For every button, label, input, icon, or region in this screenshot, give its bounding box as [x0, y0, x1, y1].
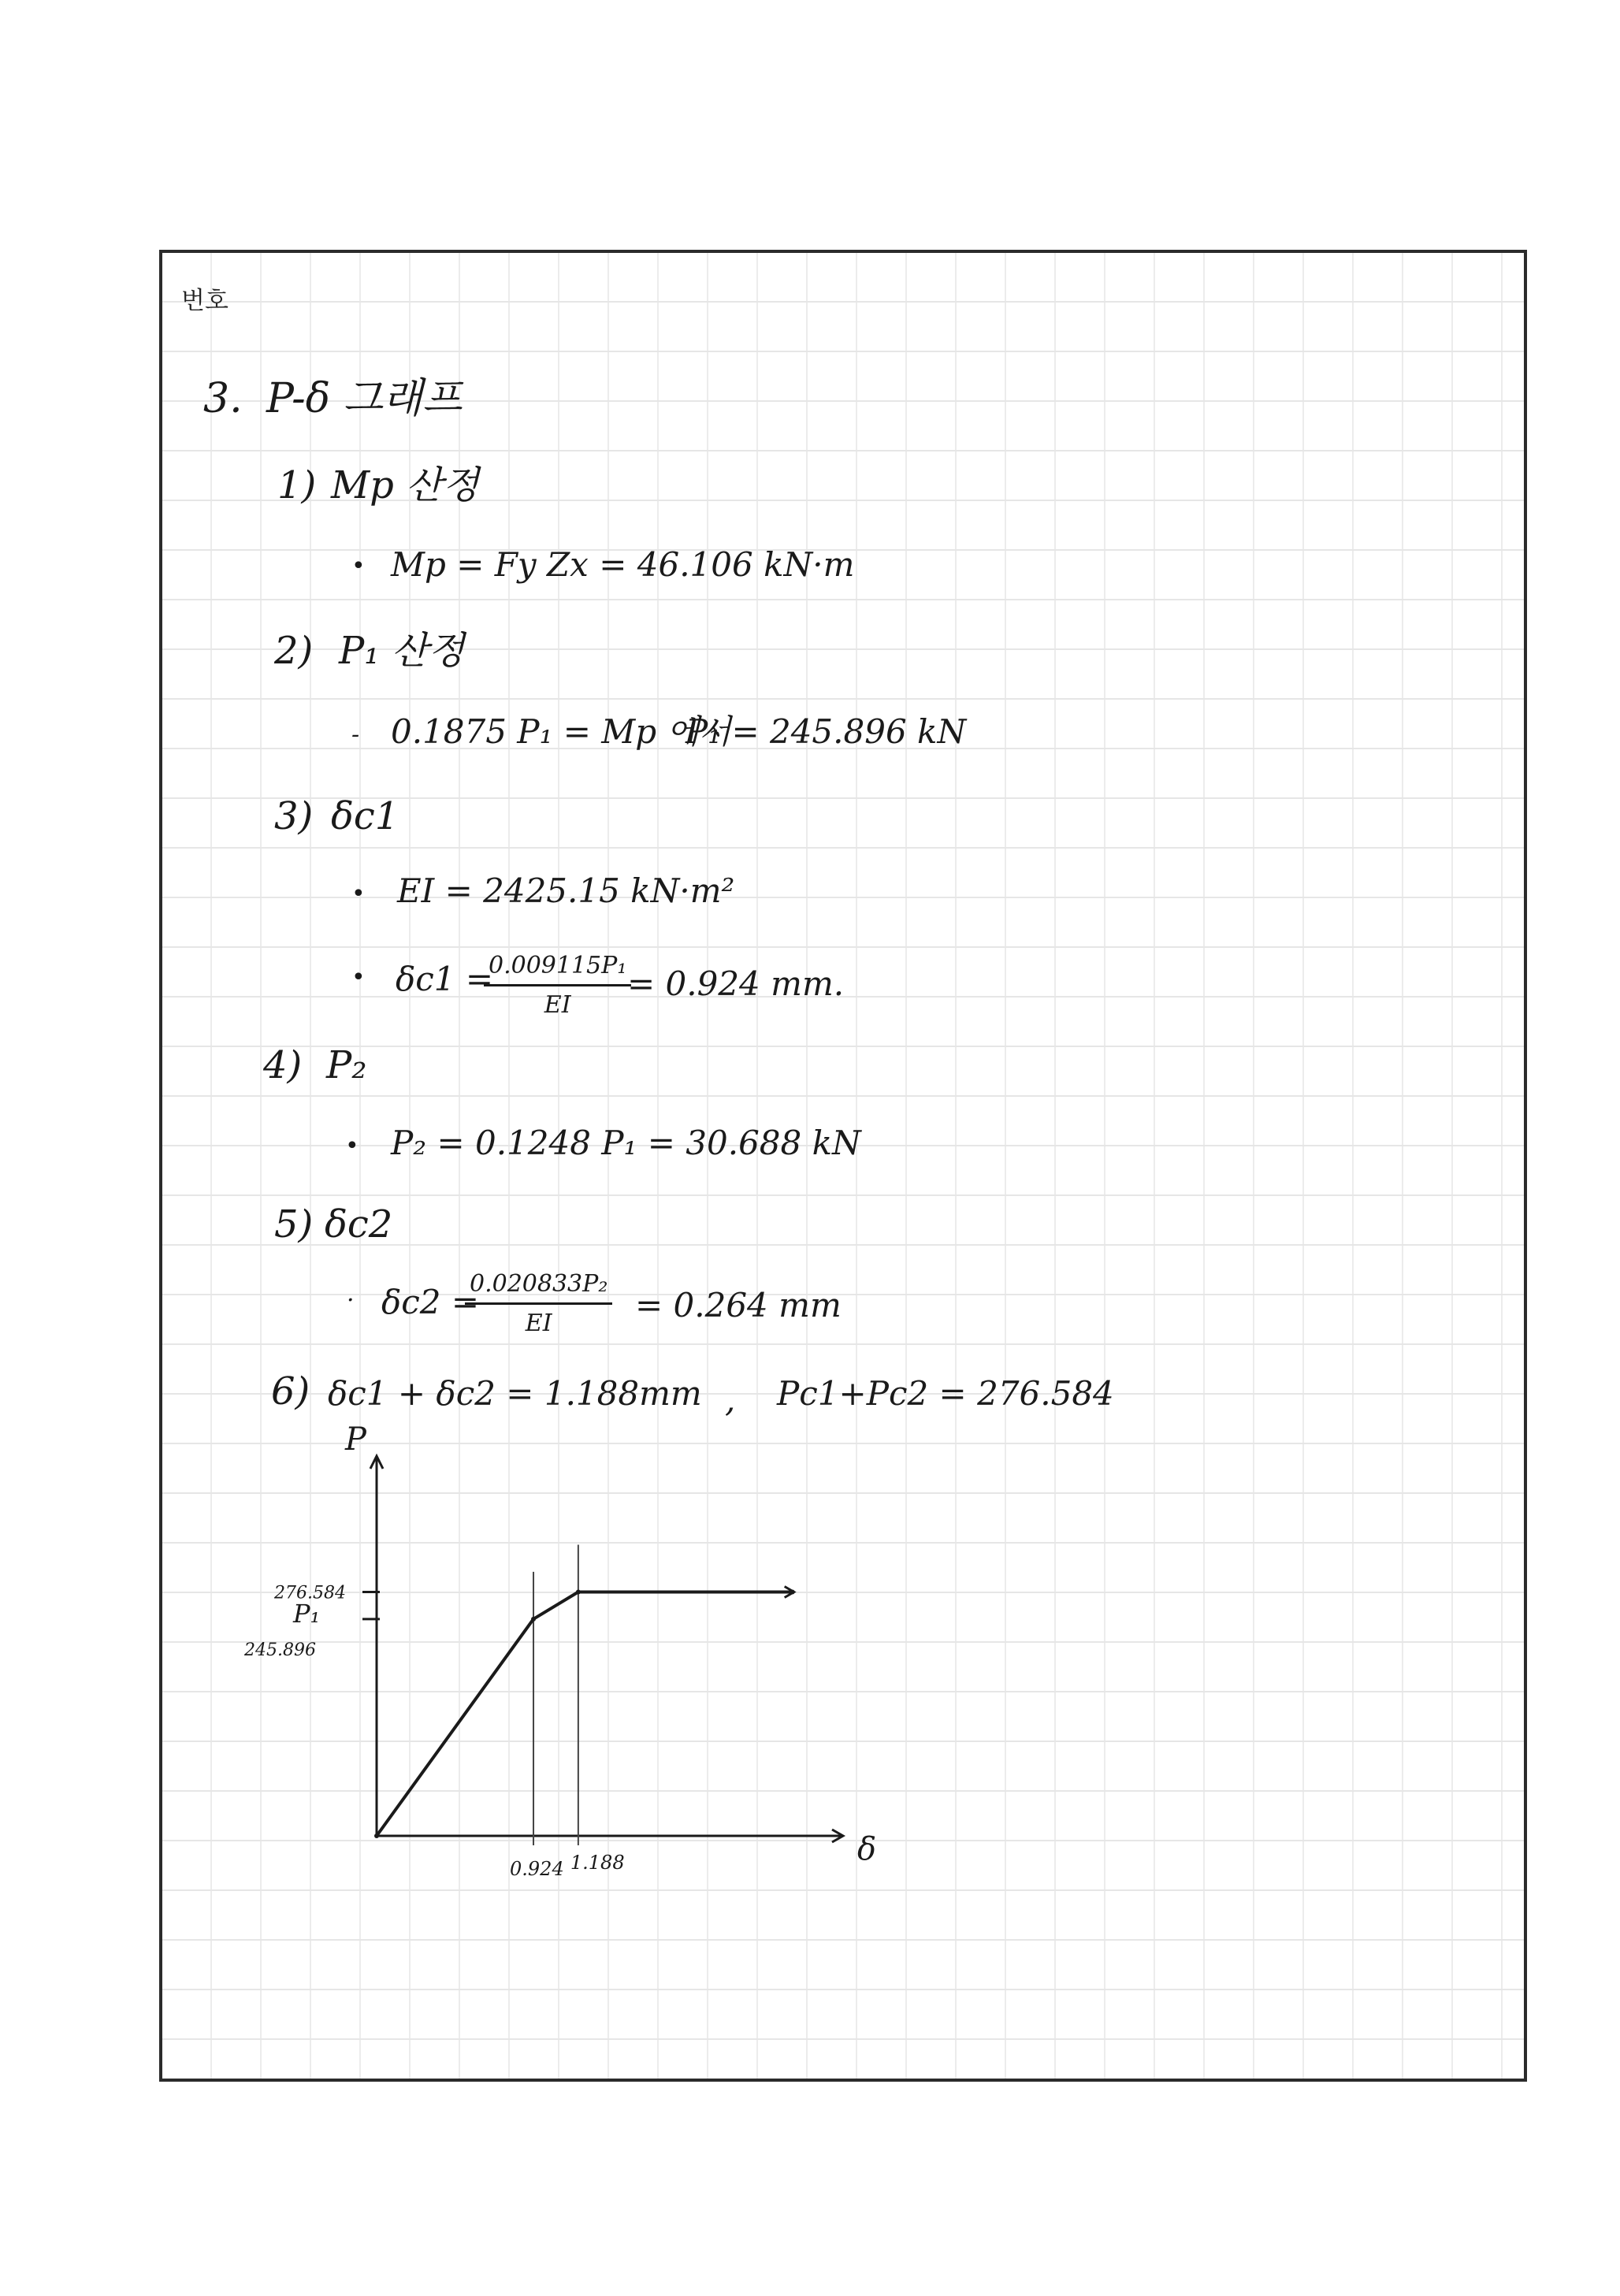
data-point	[531, 1617, 536, 1622]
x-tick-label: 0.924	[510, 1858, 564, 1880]
data-point	[576, 1589, 581, 1594]
step-2-line-1: 0.1875 P₁ = Mp 에서	[391, 712, 731, 751]
step-3-label: 3)	[274, 794, 314, 838]
step-1-label: 1)	[277, 463, 317, 507]
step-6-title: δc1 + δc2 = 1.188mm	[328, 1374, 702, 1413]
p-delta-chart	[205, 1421, 882, 1923]
data-point	[790, 1589, 795, 1594]
step-3-title: δc1	[331, 794, 399, 838]
x-axis-label: δ	[857, 1831, 877, 1867]
y-tick-label: 245.896	[244, 1640, 316, 1660]
bullet-dot: ·	[347, 1287, 355, 1314]
fraction-numerator: 0.009115P₁	[484, 952, 631, 986]
fraction-denominator: EI	[525, 1310, 552, 1337]
step-2-label: 2)	[274, 629, 314, 673]
page-number-label: 번호	[181, 287, 229, 315]
step-3-line-1: EI = 2425.15 kN·m²	[397, 871, 735, 910]
step-5-label: 5)	[274, 1202, 314, 1246]
section-number: 3.	[203, 375, 243, 422]
step-1-title: Mp 산정	[331, 463, 479, 507]
fraction-delta-c1	[484, 952, 631, 1019]
step-4-label: 4)	[263, 1043, 303, 1087]
section-title: P-δ 그래프	[266, 375, 463, 422]
x-tick-label: 1.188	[570, 1852, 625, 1874]
step-6-line-1: Pc1+Pc2 = 276.584	[777, 1374, 1114, 1413]
series-line	[377, 1592, 793, 1836]
y-tick-label: 276.584	[274, 1583, 346, 1603]
step-3-line-2: δc1 =	[396, 960, 494, 998]
step-3-line-3: = 0.924 mm.	[627, 964, 845, 1003]
step-5-line-1: δc2 =	[381, 1283, 480, 1321]
fraction-denominator: EI	[544, 991, 571, 1019]
fraction-delta-c2	[465, 1270, 612, 1337]
step-4-title: P₂	[326, 1043, 367, 1087]
step-4-line-1: P₂ = 0.1248 P₁ = 30.688 kN	[391, 1124, 861, 1162]
bullet-dot: •	[351, 880, 366, 908]
step-2-line-2: P₁ = 245.896 kN	[686, 712, 967, 751]
step-1-line-1: Mp = Fy Zx = 46.106 kN·m	[391, 545, 855, 584]
y-tick-label: P₁	[293, 1598, 321, 1629]
step-2-title: P₁ 산정	[339, 629, 465, 673]
step-6-label: 6)	[271, 1369, 310, 1414]
step-5-title: δc2	[325, 1202, 393, 1246]
data-point	[374, 1833, 379, 1838]
fraction-numerator: 0.020833P₂	[465, 1270, 612, 1305]
step-6-separator: ,	[725, 1380, 736, 1419]
step-5-line-2: = 0.264 mm	[635, 1286, 842, 1324]
bullet-dot: -	[351, 721, 360, 749]
bullet-dot: •	[351, 964, 366, 991]
y-axis-label: P	[345, 1421, 366, 1458]
bullet-dot: •	[345, 1132, 359, 1160]
bullet-dot: •	[351, 552, 366, 580]
